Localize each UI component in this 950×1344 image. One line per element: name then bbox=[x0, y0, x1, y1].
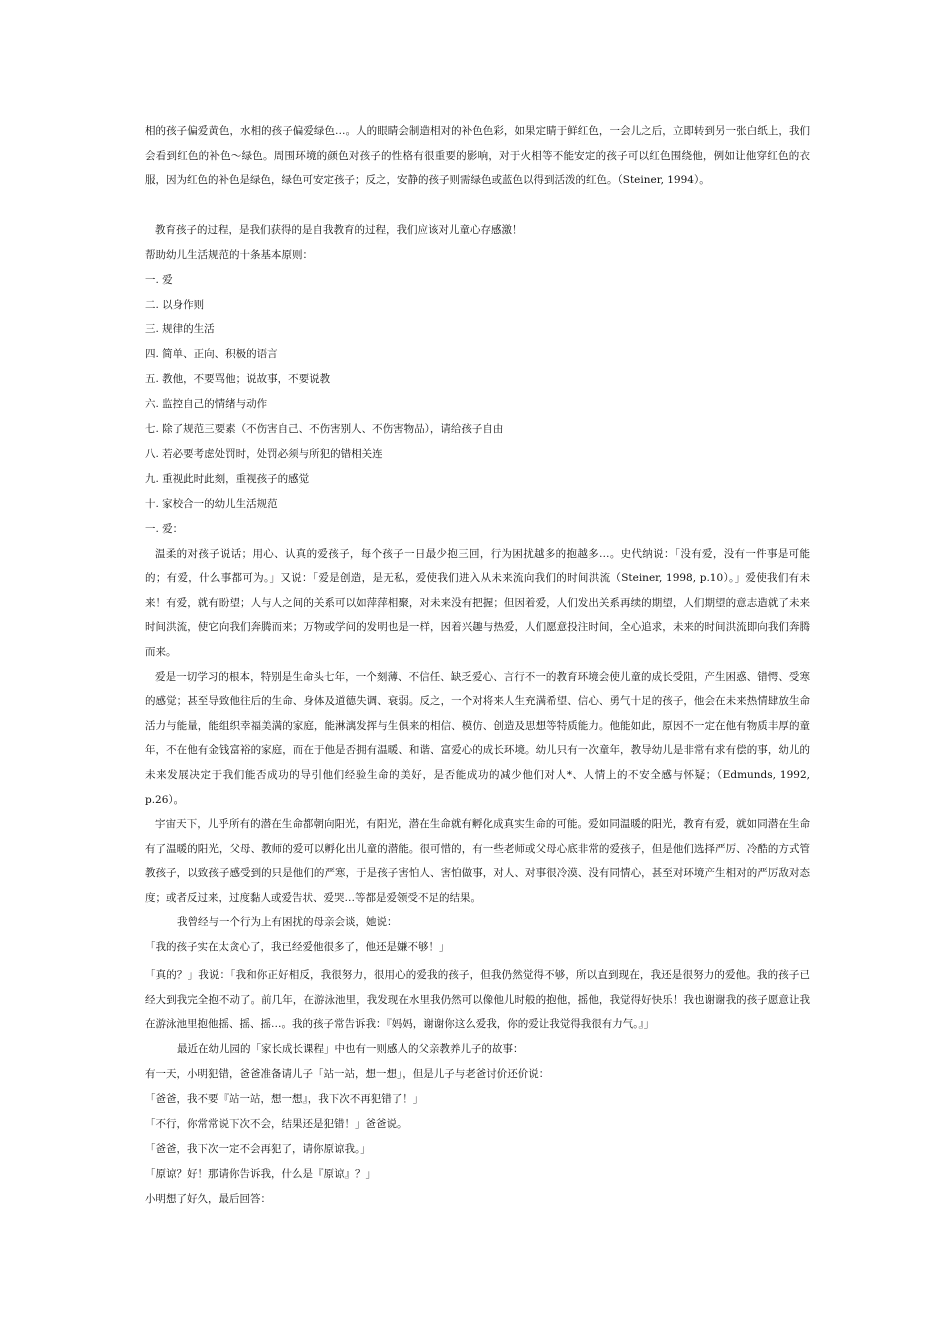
principle-item: 十. 家校合一的幼儿生活规范 bbox=[145, 497, 278, 510]
document-page bbox=[145, 119, 810, 1211]
paragraph-mother-quote: 「我的孩子实在太贪心了，我已经爱他很多了，他还是嫌不够！」 bbox=[145, 941, 450, 954]
principle-item: 四. 简单、正向、积极的语言 bbox=[145, 348, 278, 361]
paragraph-parent-course: 最近在幼儿园的「家长成长课程」中也有一则感人的父亲教养儿子的故事： bbox=[177, 1043, 524, 1056]
section-heading-love: 一. 爱： bbox=[145, 522, 184, 535]
principle-item: 一. 爱 bbox=[145, 273, 173, 286]
principle-item: 七. 除了规范三要素（不伤害自己、不伤害别人、不伤害物品），请给孩子自由 bbox=[145, 423, 504, 436]
story-line: 「不行，你常常说下次不会，结果还是犯错！」爸爸说。 bbox=[145, 1117, 408, 1130]
paragraph-author-reply: 「真的？」我说：「我和你正好相反，我很努力，很用心的爱我的孩子，但我仍然觉得不够，所以直到现在，我还是很努力的爱他。我的孩子已经大到我完全抱不动了。前几年，在游泳池里，我发现在水里我仍然可以像他儿时般的抱他，摇他，我觉得好快乐！我也谢谢我的孩子愿意让我在游泳池里抱他摇、摇、摇…。我的孩子常告诉我：『妈妈，谢谢你这么爱我，你的爱让我觉得我很有力气。』」 bbox=[145, 969, 810, 1031]
paragraph-love-gentle: 温柔的对孩子说话；用心、认真的爱孩子，每个孩子一日最少抱三回，行为困扰越多的抱越多…。史代纳说：「没有爱，没有一件事是可能的；有爱，什么事都可为。」又说：「爱是创造，是无私，爱使我们进入从未来流向我们的时间洪流（Steiner, 1998, p.10）。」爱使我们有未来！有爱，就有盼望；人与人之间的关系可以如萍萍相聚，对未来没有把握；但因着爱，人们发出关系再续的期望，人们期望的意志造就了未来时间洪流，使它向我们奔腾而来；万物或学问的发明也是一样，因着兴趣与热爱，人们愿意投注时间，全心追求，未来的时间洪流即向我们奔腾而来。 bbox=[145, 547, 810, 658]
story-line: 「原谅？好！那请你告诉我，什么是『原谅』？」 bbox=[145, 1167, 376, 1180]
principle-item: 三. 规律的生活 bbox=[145, 323, 215, 336]
story-line: 有一天，小明犯错，爸爸准备请儿子「站一站，想一想」，但是儿子与老爸讨价还价说： bbox=[145, 1067, 550, 1080]
principle-item: 八. 若必要考虑处罚时，处罚必须与所犯的错相关连 bbox=[145, 447, 383, 460]
principle-item: 六. 监控自己的情绪与动作 bbox=[145, 398, 268, 411]
principles-title: 帮助幼儿生活规范的十条基本原则： bbox=[145, 248, 313, 261]
story-line: 小明想了好久，最后回答： bbox=[145, 1192, 271, 1205]
principle-item: 二. 以身作则 bbox=[145, 298, 205, 311]
story-line: 「爸爸，我下次一定不会再犯了，请你原谅我。」 bbox=[145, 1142, 371, 1155]
paragraph-mother-intro: 我曾经与一个行为上有困扰的母亲会谈，她说： bbox=[177, 916, 398, 929]
principle-item: 五. 教他，不要骂他；说故事，不要说教 bbox=[145, 373, 331, 386]
paragraph-love-foundation: 爱是一切学习的根本，特别是生命头七年，一个刻薄、不信任、缺乏爱心、言行不一的教育环境会使儿童的成长受阻，产生困惑、错愕、受寒的感觉；甚至导致他往后的生命、身体及道德失调、衰弱。反之，一个对将来人生充满希望、信心、勇气十足的孩子，他会在未来热情肆放生命活力与能量，能组织幸福美满的家庭，能淋漓发挥与生俱来的相信、模仿、创造及思想等特质能力。他能如此，原因不一定在他有物质丰厚的童年，不在他有金钱富裕的家庭，而在于他是否拥有温暖、和谐、富爱心的成长环境。幼儿只有一次童年，教导幼儿是非常有求有偿的事，幼儿的未来发展决定于我们能否成功的导引他们经验生命的美好，是否能成功的减少他们对人*、人情上的不安全感与怀疑；（Edmunds, 1992, p.26）。 bbox=[145, 670, 810, 806]
paragraph-self-education: 教育孩子的过程，是我们获得的是自我教育的过程，我们应该对儿童心存感激！ bbox=[155, 223, 523, 236]
paragraph-color-complement: 相的孩子偏爱黄色，水相的孩子偏爱绿色…。人的眼睛会制造相对的补色色彩，如果定睛于鲜红色，一会儿之后，立即转到另一张白纸上，我们会看到红色的补色～绿色。周围环境的颜色对孩子的性格有很重要的影响，对于火相等不能安定的孩子可以红色围绕他，例如让他穿红色的衣服，因为红色的补色是绿色，绿色可安定孩子；反之，安静的孩子则需绿色或蓝色以得到活泼的红色。（Steiner, 1994）。 bbox=[145, 125, 810, 187]
paragraph-love-sunlight: 宇宙天下，儿乎所有的潜在生命都朝向阳光，有阳光，潜在生命就有孵化成真实生命的可能。爱如同温暖的阳光，教育有爱，就如同潜在生命有了温暖的阳光，父母、教师的爱可以孵化出儿童的潜能。很可惜的，有一些老师或父母心底非常的爱孩子，但是他们选择严厉、冷酷的方式管教孩子，以致孩子感受到的只是他们的严寒，于是孩子害怕人、害怕做事，对人、对事很冷漠、没有同情心，甚至对环境产生相对的严厉敌对态度；或者反过来，过度黏人或爱告状、爱哭…等都是爱领受不足的结果。 bbox=[145, 818, 810, 904]
principle-item: 九. 重视此时此刻，重视孩子的感觉 bbox=[145, 472, 310, 485]
story-line: 「爸爸，我不要『站一站，想一想』，我下次不再犯错了！」 bbox=[145, 1092, 424, 1105]
